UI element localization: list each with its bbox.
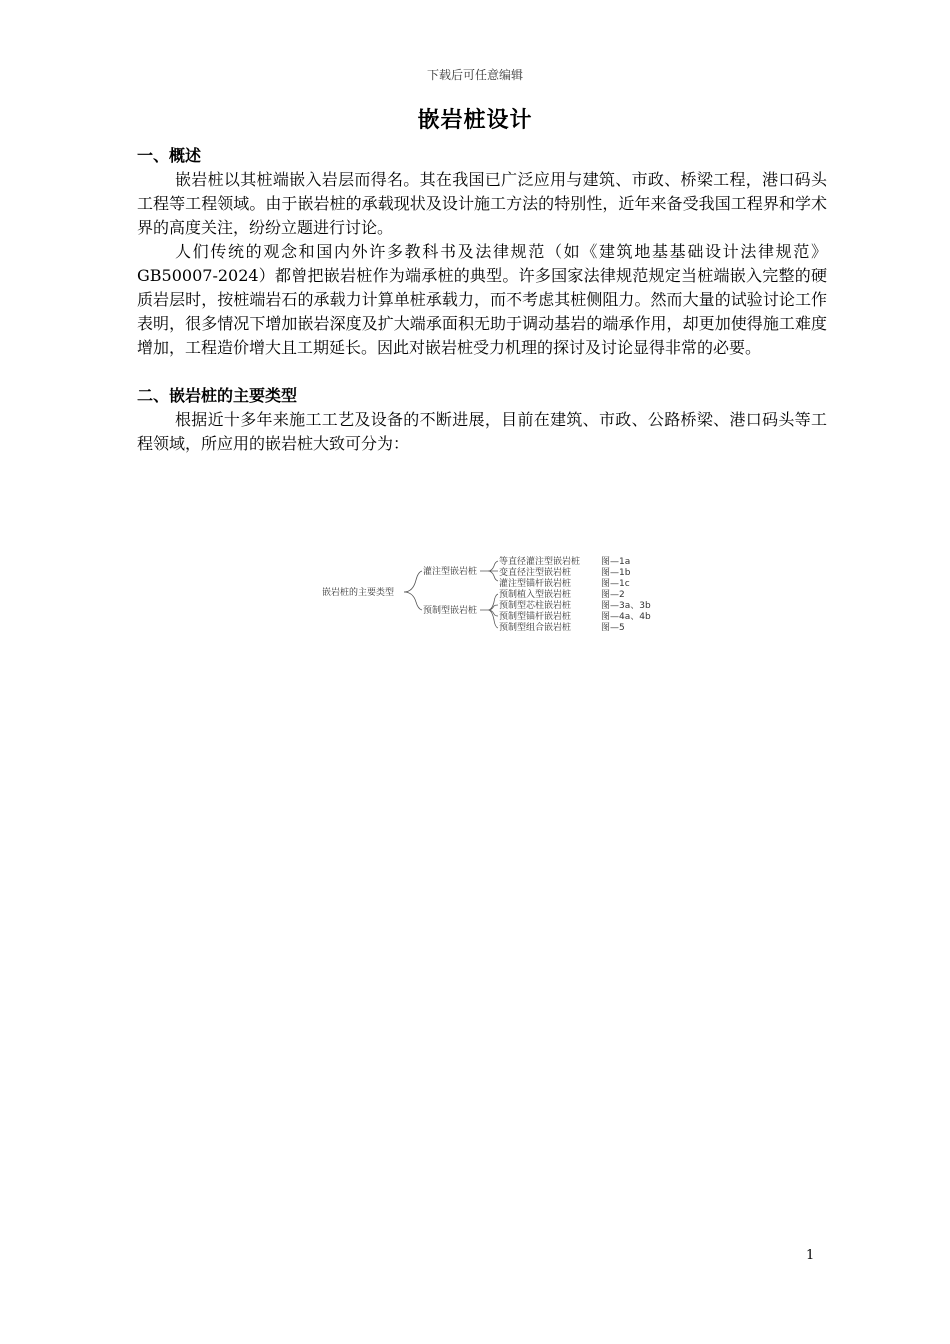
item-figure: 图—3a、3b	[601, 601, 651, 611]
item-figure: 图—2	[601, 590, 625, 600]
diagram-root-label: 嵌岩桩的主要类型	[322, 588, 395, 598]
group-label-precast: 预制型嵌岩桩	[423, 606, 478, 616]
item-name: 灌注型锚杆嵌岩桩	[499, 579, 572, 589]
section-heading-types: 二、嵌岩桩的主要类型	[137, 386, 298, 405]
group-label-cast: 灌注型嵌岩桩	[423, 567, 478, 577]
brace-cast	[480, 561, 498, 581]
item-figure: 图—1b	[601, 568, 631, 578]
item-figure: 图—5	[601, 623, 625, 633]
item-name: 预制型组合嵌岩桩	[499, 623, 572, 633]
item-figure: 图—1a	[601, 557, 631, 567]
item-name: 等直径灌注型嵌岩桩	[499, 557, 581, 567]
item-figure: 图—1c	[601, 579, 630, 589]
document-body	[137, 144, 827, 456]
item-figure: 图—4a、4b	[601, 612, 651, 622]
paragraph: 嵌岩桩以其桩端嵌入岩层而得名。其在我国已广泛应用与建筑、市政、桥梁工程，港口码头工程等工程领域。由于嵌岩桩的承载现状及设计施工方法的特别性，近年来备受我国工程界和学术界的高度关注，纷纷立题进行讨论。	[137, 170, 827, 237]
document-title: 嵌岩桩设计	[417, 107, 533, 133]
item-name: 变直径注型嵌岩桩	[499, 568, 572, 578]
page-number: 1	[806, 1248, 815, 1263]
brace-root-lower	[404, 592, 422, 610]
item-name: 预制型锚杆嵌岩桩	[499, 612, 572, 622]
brace-root-upper	[404, 571, 422, 592]
pile-type-diagram	[318, 548, 678, 638]
paragraph: 根据近十多年来施工工艺及设备的不断进展，目前在建筑、市政、公路桥梁、港口码头等工程领域，所应用的嵌岩桩大致可分为：	[137, 410, 827, 453]
brace-precast	[480, 594, 498, 628]
paragraph: 人们传统的观念和国内外许多教科书及法律规范（如《建筑地基基础设计法律规范》GB50007-2024）都曾把嵌岩桩作为端承桩的典型。许多国家法律规范规定当桩端嵌入完整的硬质岩层时，按桩端岩石的承载力计算单桩承载力，而不考虑其桩侧阻力。然而大量的试验讨论工作表明，很多情况下增加嵌岩深度及扩大端承面积无助于调动基岩的端承作用，却更加使得施工难度增加，工程造价增大且工期延长。因此对嵌岩桩受力机理的探讨及讨论显得非常的必要。	[137, 242, 827, 357]
section-heading-overview: 一、概述	[137, 146, 202, 165]
item-name: 预制植入型嵌岩桩	[499, 590, 572, 600]
header-note: 下载后可任意编辑	[426, 68, 523, 82]
classification-tree	[318, 548, 678, 638]
item-name: 预制型芯柱嵌岩桩	[499, 601, 572, 611]
